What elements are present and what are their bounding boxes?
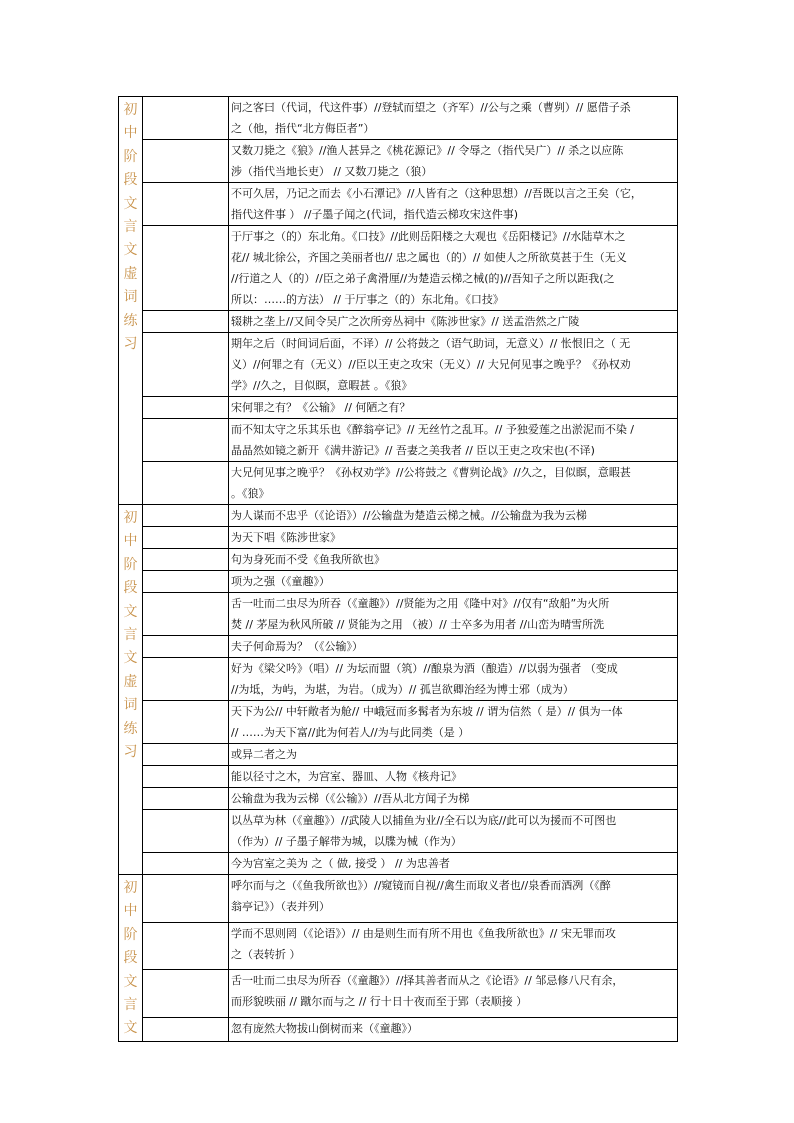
example-line: 义）//何罪之有（无义）//臣以王吏之攻宋（无义）// 大兄何见事之晚乎？《孙权劝 — [231, 358, 631, 371]
example-line: 舌一吐而二虫尽为所吞（《童趣》）//贤能为之用《隆中对》//仅有“敌船”为火所 — [231, 597, 610, 610]
example-line: 所以：……的方法） // 于厅事之（的）东北角。《口技》 — [231, 293, 504, 306]
side-label-char: 虚 — [123, 265, 138, 282]
example-line: 忽有庞然大物拔山倒树而来（《童趣》） — [231, 1021, 418, 1035]
example-line: 。《狼》 — [231, 487, 270, 500]
side-label-char: 词 — [123, 289, 138, 306]
side-label-char: 中 — [123, 903, 138, 920]
table-row — [119, 970, 678, 1018]
example-cell — [229, 701, 678, 744]
example-line: 或异二者之为 — [231, 748, 297, 761]
table-row — [119, 183, 678, 226]
example-line: 学》//久之，目似瞑，意暇甚 。《狼》 — [231, 379, 413, 392]
example-cell — [229, 766, 678, 788]
example-line: 夫子何命焉为？（《公输》） — [231, 640, 363, 653]
table-row — [119, 397, 678, 419]
section-side-label — [119, 875, 143, 1042]
table-row — [119, 505, 678, 527]
example-cell — [229, 636, 678, 658]
side-label-char: 文 — [123, 973, 138, 990]
example-line: 又数刀毙之《狼》//渔人甚异之《桃花源记》// 令辱之（指代吴广）// 杀之以应陈 — [231, 144, 624, 157]
table-row — [119, 810, 678, 853]
section-side-label — [119, 505, 143, 875]
table-row — [119, 549, 678, 571]
example-cell — [229, 1017, 678, 1041]
blank-cell — [143, 527, 229, 549]
example-line: 焚 // 茅屋为秋风所破 // 贤能为之用 （被）// 士卒多为用者 //山峦为晴雪所洗 — [231, 618, 605, 631]
blank-cell — [143, 744, 229, 766]
side-label-char: 文 — [123, 650, 138, 667]
table-row — [119, 744, 678, 766]
example-line: 问之客曰（代词，代这件事）//登轼而望之（齐军）//公与之乘（曹刿）// 愿借子杀 — [231, 101, 631, 114]
side-label-char: 文 — [123, 603, 138, 620]
table-row — [119, 97, 678, 140]
side-label-char: 习 — [123, 336, 138, 353]
side-label-char: 虚 — [123, 673, 138, 690]
example-line: 为天下唱《陈涉世家》 — [231, 531, 341, 544]
example-cell — [229, 970, 678, 1018]
blank-cell — [143, 462, 229, 505]
table-row — [119, 788, 678, 810]
blank-cell — [143, 788, 229, 810]
side-label-char: 词 — [123, 697, 138, 714]
blank-cell — [143, 970, 229, 1018]
example-line: 天下为公// 中轩敞者为舱// 中峨冠而多髯者为东坡 // 谓为信然（ 是）// 俱为一体 — [231, 705, 623, 718]
example-line: 不可久居，乃记之而去《小石潭记》//人皆有之（这种思想）//吾既以言之王矣（它， — [231, 187, 642, 200]
side-label-char: 文 — [123, 1020, 138, 1037]
blank-cell — [143, 226, 229, 311]
side-label-char: 中 — [123, 533, 138, 550]
example-cell — [229, 744, 678, 766]
example-cell — [229, 140, 678, 183]
blank-cell — [143, 766, 229, 788]
example-line: //行道之人（的）//臣之弟子禽滑厘//为楚造云梯之械(的)//吾知子之所以距我(之 — [231, 272, 615, 285]
blank-cell — [143, 1017, 229, 1041]
document-page — [118, 96, 676, 1042]
table-row — [119, 853, 678, 875]
example-cell — [229, 505, 678, 527]
table-row — [119, 462, 678, 505]
example-line: //为坻，为屿，为堪，为岩。（成为）// 孤岂欲卿治经为博士邪（成为） — [231, 683, 574, 696]
example-line: 之（他，指代“北方侮臣者”） — [231, 122, 375, 135]
table-row — [119, 333, 678, 397]
table-row — [119, 658, 678, 701]
blank-cell — [143, 333, 229, 397]
example-cell — [229, 419, 678, 462]
example-cell — [229, 97, 678, 140]
example-cell — [229, 571, 678, 593]
table-row — [119, 419, 678, 462]
side-label-char: 段 — [123, 580, 138, 597]
example-cell — [229, 593, 678, 636]
side-label-char: 初 — [123, 880, 138, 896]
side-label-char: 练 — [123, 720, 138, 737]
side-label-char: 初 — [123, 510, 138, 526]
side-label-char: 初 — [123, 102, 138, 118]
blank-cell — [143, 593, 229, 636]
table-row — [119, 226, 678, 311]
blank-cell — [143, 875, 229, 923]
table-row — [119, 922, 678, 970]
example-line: 大兄何见事之晚乎？《孙权劝学》//公将鼓之《曹刿论战》//久之，目似瞑，意暇甚 — [231, 466, 631, 479]
table-row — [119, 140, 678, 183]
blank-cell — [143, 549, 229, 571]
example-line: 呼尔而与之（《鱼我所欲也》）//窥镜而自视//禽生而取义者也//泉香而酒冽（《醉 — [231, 879, 611, 892]
side-label-char: 段 — [123, 172, 138, 189]
side-label-char: 文 — [123, 242, 138, 259]
example-cell — [229, 788, 678, 810]
example-cell — [229, 875, 678, 923]
blank-cell — [143, 853, 229, 875]
example-cell — [229, 226, 678, 311]
blank-cell — [143, 636, 229, 658]
example-line: 句为身死而不受《鱼我所欲也》 — [231, 553, 385, 566]
example-line: 之（表转折 ） — [231, 947, 301, 961]
example-line: 而形貌昳丽 // 蹴尔而与之 // 行十日十夜而至于郢（表顺接 ） — [231, 995, 528, 1008]
example-cell — [229, 397, 678, 419]
example-line: 好为《梁父吟》（唱）// 为坛而盟（筑）//酿泉为酒（酿造）//以弱为强者 （变成 — [231, 662, 618, 675]
example-line: 于厅事之（的）东北角。《口技》//此则岳阳楼之大观也《岳阳楼记》//水陆草木之 — [231, 230, 626, 243]
blank-cell — [143, 140, 229, 183]
example-cell — [229, 549, 678, 571]
example-line: （作为）// 子墨子解带为城，以牒为械（作为） — [231, 835, 462, 848]
example-cell — [229, 311, 678, 333]
example-line: 能以径寸之木，为宫室、器皿、人物《核舟记》 — [231, 770, 462, 783]
example-line: 为人谋而不忠乎（《论语》）//公输盘为楚造云梯之械。//公输盘为我为云梯 — [231, 509, 587, 522]
side-label-char: 言 — [123, 627, 138, 644]
example-cell — [229, 333, 678, 397]
side-label-char: 阶 — [123, 556, 138, 573]
example-line: 舌一吐而二虫尽为所吞（《童趣》）//择其善者而从之《论语》// 邹忌修八尺有余， — [231, 974, 624, 987]
example-line: 公输盘为我为云梯（《公输》）//吾从北方闻子为梯 — [231, 792, 470, 805]
example-line: 今为宫室之美为 之（ 做, 接受 ） // 为忠善者 — [231, 857, 450, 870]
table-row — [119, 701, 678, 744]
example-cell — [229, 922, 678, 970]
example-line: // ……为天下富//此为何若人//为与此同类（是 ） — [231, 726, 470, 739]
blank-cell — [143, 97, 229, 140]
example-cell — [229, 527, 678, 549]
side-label-char: 言 — [123, 997, 138, 1014]
side-label-char: 阶 — [123, 926, 138, 943]
example-cell — [229, 183, 678, 226]
example-cell — [229, 658, 678, 701]
blank-cell — [143, 701, 229, 744]
side-label-char: 言 — [123, 219, 138, 236]
example-line: 辍耕之垄上//又间令吴广之次所旁丛祠中《陈涉世家》// 送孟浩然之广陵 — [231, 315, 580, 328]
side-label-char: 中 — [123, 125, 138, 142]
example-line: 项为之强（《童趣》） — [231, 575, 330, 588]
example-line: 翁亭记》）（表并列） — [231, 900, 330, 913]
table-row — [119, 875, 678, 923]
side-label-char: 文 — [123, 195, 138, 212]
example-line: 以丛草为林（《童趣》）//武陵人以捕鱼为业//全石以为底//此可以为援而不可图也 — [231, 814, 617, 827]
example-line: 宋何罪之有？《公输》 // 何陋之有？ — [231, 401, 411, 414]
table-row — [119, 766, 678, 788]
side-label-char: 阶 — [123, 148, 138, 165]
table-row — [119, 593, 678, 636]
side-label-char: 段 — [123, 950, 138, 967]
side-label-char: 习 — [123, 744, 138, 761]
example-line: 晶晶然如镜之新开《满井游记》// 吾妻之美我者 // 臣以王吏之攻宋也(不译) — [231, 444, 595, 457]
table-row — [119, 311, 678, 333]
blank-cell — [143, 397, 229, 419]
table-row — [119, 636, 678, 658]
section-side-label — [119, 97, 143, 505]
table-row — [119, 571, 678, 593]
example-line: 花// 城北徐公，齐国之美丽者也// 忠之属也（的）// 如使人之所欲莫甚于生（无义 — [231, 251, 627, 264]
example-line: 涉（指代当地长吏） // 又数刀毙之（狼） — [231, 165, 433, 178]
blank-cell — [143, 419, 229, 462]
blank-cell — [143, 810, 229, 853]
example-cell — [229, 462, 678, 505]
example-cell — [229, 810, 678, 853]
blank-cell — [143, 505, 229, 527]
blank-cell — [143, 922, 229, 970]
table-row — [119, 1017, 678, 1041]
example-line: 而不知太守之乐其乐也《醉翁亭记》// 无丝竹之乱耳。// 予独爱莲之出淤泥而不染 / — [231, 423, 635, 436]
blank-cell — [143, 658, 229, 701]
example-cell — [229, 853, 678, 875]
blank-cell — [143, 571, 229, 593]
exercise-table — [118, 96, 678, 1042]
blank-cell — [143, 311, 229, 333]
example-line: 期年之后（时间词后面，不译）// 公将鼓之（语气助词，无意义）// 怅恨旧之（ 无 — [231, 337, 631, 350]
example-line: 学而不思则罔（《论语》）// 由是则生而有所不用也《鱼我所欲也》// 宋无罪而攻 — [231, 926, 616, 940]
side-label-char: 练 — [123, 312, 138, 329]
table-row — [119, 527, 678, 549]
blank-cell — [143, 183, 229, 226]
example-line: 指代这件事 ） //子墨子闻之(代词，指代造云梯攻宋这件事) — [231, 208, 518, 221]
